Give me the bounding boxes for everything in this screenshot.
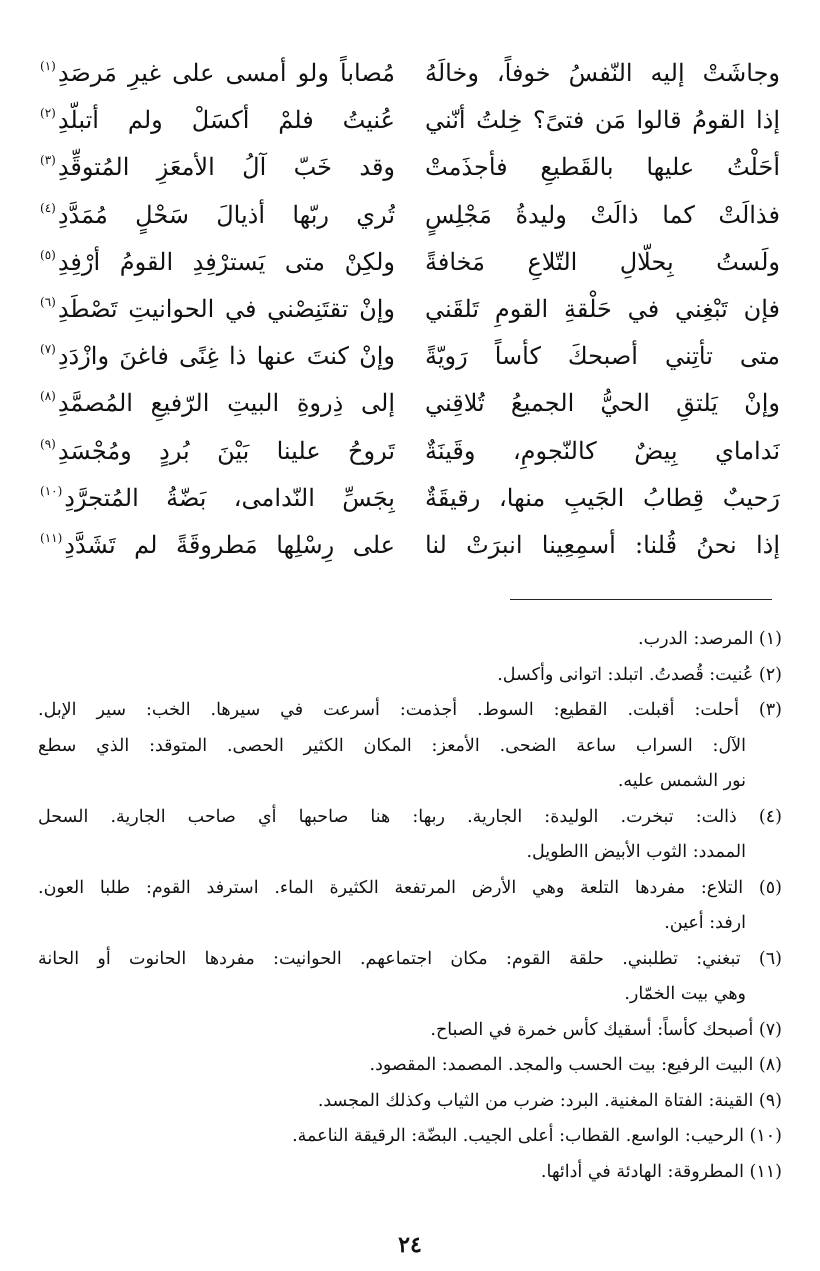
verse-first-hemistich: وجاشَتْ إليه النّفسُ خوفاً، وخالَهُ	[425, 59, 780, 88]
verse-first-hemistich: فذالَتْ كما ذالَتْ وليدةُ مَجْلِسٍ	[425, 200, 780, 229]
verse-line	[40, 144, 780, 191]
verse-second-text: ولكِنْ متى يَسترْفِدِ القومُ أرْفِدِ	[57, 247, 395, 276]
footnote	[38, 800, 782, 871]
footnote-line: (٩) القينة: الفتاة المغنية. البرد: ضرب من الثياب وكذلك المجسد.	[317, 1090, 782, 1111]
footnote-marker: (١١)	[40, 530, 63, 545]
footnote-line: (٢) عُنيت: قُصدتُ. اتبلد: اتوانى وأكسل.	[497, 664, 782, 685]
footnote-line: نور الشمس عليه.	[617, 771, 746, 791]
footnote	[38, 871, 782, 942]
footnote-line: (١١) المطروقة: الهادئة في أدائها.	[540, 1161, 782, 1182]
verse-line	[40, 50, 780, 97]
verse-line	[40, 286, 780, 333]
verse-second-hemistich	[40, 380, 395, 427]
footnote	[38, 942, 782, 1013]
verse-second-hemistich	[40, 333, 395, 380]
footnote-line: ارفد: أعين.	[664, 913, 746, 933]
verse-first-hemistich: إذا القومُ قالوا مَن فتىً؟ خِلتُ أنّني	[425, 106, 780, 135]
verse-second-hemistich	[40, 144, 395, 191]
footnote-marker: (٣)	[40, 153, 56, 168]
footnote-line: (٥) التلاع: مفردها التلعة وهي الأرض المرتفعة الكثيرة الماء. استرفد القوم: طلبا العون.	[38, 877, 782, 898]
verse-second-text: بِجَسِّ النّدامى، بَضّةُ المُتجرَّدِ	[64, 483, 395, 512]
verse-second-text: على رِسْلِها مَطروقَةً لم تَشَدَّدِ	[64, 530, 395, 559]
footnote-line: (١) المرصد: الدرب.	[638, 629, 782, 649]
footnotes	[38, 622, 782, 1190]
footnote	[38, 622, 782, 658]
footnote-line: (٣) أحلت: أقبلت. القطيع: السوط. أجذمت: أسرعت في سيرها. الخب: سير الإبل.	[38, 700, 782, 720]
verse-second-text: وإنْ تقتَنِصْني في الحوانيتِ تَصْطَدِ	[57, 295, 395, 324]
verse-line	[40, 522, 780, 569]
verse-first-hemistich: رَحيبٌ قِطابُ الجَيبِ منها، رقيقَةٌ	[425, 483, 780, 512]
footnote-marker: (٨)	[40, 389, 56, 404]
footnote-line: الآل: السراب ساعة الضحى. الأمعز: المكان الكثير الحصى. المتوقد: الذي سطع	[38, 735, 746, 756]
footnote-marker: (٦)	[40, 295, 56, 310]
verse-line	[40, 475, 780, 522]
verse-second-hemistich	[40, 50, 395, 97]
verse-first-hemistich: إذا نحنُ قُلنا: أسمِعِينا انبرَتْ لنا	[425, 530, 780, 559]
footnote-line: (٤) ذالت: تبخرت. الوليدة: الجارية. ربها: هنا صاحبها أي صاحب الجارية. السحل	[38, 806, 782, 827]
verse-line	[40, 239, 780, 286]
verse-second-hemistich	[40, 428, 395, 475]
footnote-marker: (٢)	[40, 106, 56, 121]
footnote	[38, 1155, 782, 1191]
footnote-line: الممدد: الثوب الأبيض االطويل.	[526, 842, 746, 862]
verse-line	[40, 428, 780, 475]
verse-first-hemistich: ولَستُ بِحلّالِ التّلاعِ مَخافةً	[425, 247, 780, 276]
verse-second-hemistich	[40, 192, 395, 239]
footnote-marker: (٤)	[40, 200, 56, 215]
footnote-marker: (٥)	[40, 247, 56, 262]
verse-second-hemistich	[40, 522, 395, 569]
verse-first-hemistich: نَداماي بِيضٌ كالنّجومِ، وقَينَةٌ	[425, 436, 780, 465]
verse-second-text: وإنْ كنتَ عنها ذا غِنًى فاغنَ وازْدَدِ	[57, 342, 395, 371]
verse-second-hemistich	[40, 475, 395, 522]
page-number: ٢٤	[398, 1232, 422, 1258]
footnote	[38, 1119, 782, 1155]
verse-second-text: مُصاباً ولو أمسى على غيرِ مَرصَدِ	[57, 59, 395, 88]
verse-line	[40, 97, 780, 144]
footnote	[38, 1048, 782, 1084]
poem	[40, 50, 780, 569]
footnote-separator	[510, 599, 772, 600]
footnote	[38, 658, 782, 694]
footnote	[38, 693, 782, 800]
footnote-line: وهي بيت الخمّار.	[624, 984, 746, 1004]
verse-second-text: عُنيتُ فلمْ أكسَلْ ولم أتبلّدِ	[57, 106, 395, 135]
verse-line	[40, 333, 780, 380]
verse-second-text: تُري ربّها أذيالَ سَحْلٍ مُمَدَّدِ	[57, 200, 395, 229]
verse-second-hemistich	[40, 286, 395, 333]
verse-second-hemistich	[40, 97, 395, 144]
footnote-marker: (٧)	[40, 342, 56, 357]
verse-first-hemistich: أحَلْتُ عليها بالقَطيعِ فأجذَمتْ	[425, 153, 780, 182]
footnote-line: (١٠) الرحيب: الواسع. القطاب: أعلى الجيب. البضّة: الرقيقة الناعمة.	[292, 1126, 782, 1146]
verse-first-hemistich: فإن تَبْغِني في حَلْقةِ القومِ تَلقَني	[425, 295, 780, 324]
footnote-line: (٧) أصبحك كأساً: أسقيك كأس خمرة في الصباح.	[430, 1019, 782, 1040]
verse-second-text: وقد خَبّ آلُ الأمعَزِ المُتوقِّدِ	[57, 153, 395, 182]
verse-line	[40, 380, 780, 427]
verse-second-text: إلى ذِروةِ البيتِ الرّفيعِ المُصمَّدِ	[57, 389, 395, 418]
footnote	[38, 1013, 782, 1049]
footnote-marker: (١)	[40, 59, 56, 74]
footnote-line: (٦) تبغني: تطلبني. حلقة القوم: مكان اجتماعهم. الحوانيت: مفردها الحانوت أو الحانة	[38, 948, 782, 969]
verse-line	[40, 192, 780, 239]
footnote-marker: (٩)	[40, 436, 56, 451]
verse-second-text: تَروحُ علينا بَيْنَ بُردٍ ومُجْسَدِ	[57, 436, 395, 465]
footnote-line: (٨) البيت الرفيع: بيت الحسب والمجد. المصمد: المقصود.	[369, 1055, 782, 1075]
verse-first-hemistich: وإنْ يَلتقِ الحيُّ الجميعُ تُلاقِني	[425, 389, 780, 418]
verse-second-hemistich	[40, 239, 395, 286]
verse-first-hemistich: متى تأتِني أصبحكَ كأساً رَويّةً	[425, 342, 780, 371]
footnote	[38, 1084, 782, 1120]
footnote-marker: (١٠)	[40, 483, 63, 498]
